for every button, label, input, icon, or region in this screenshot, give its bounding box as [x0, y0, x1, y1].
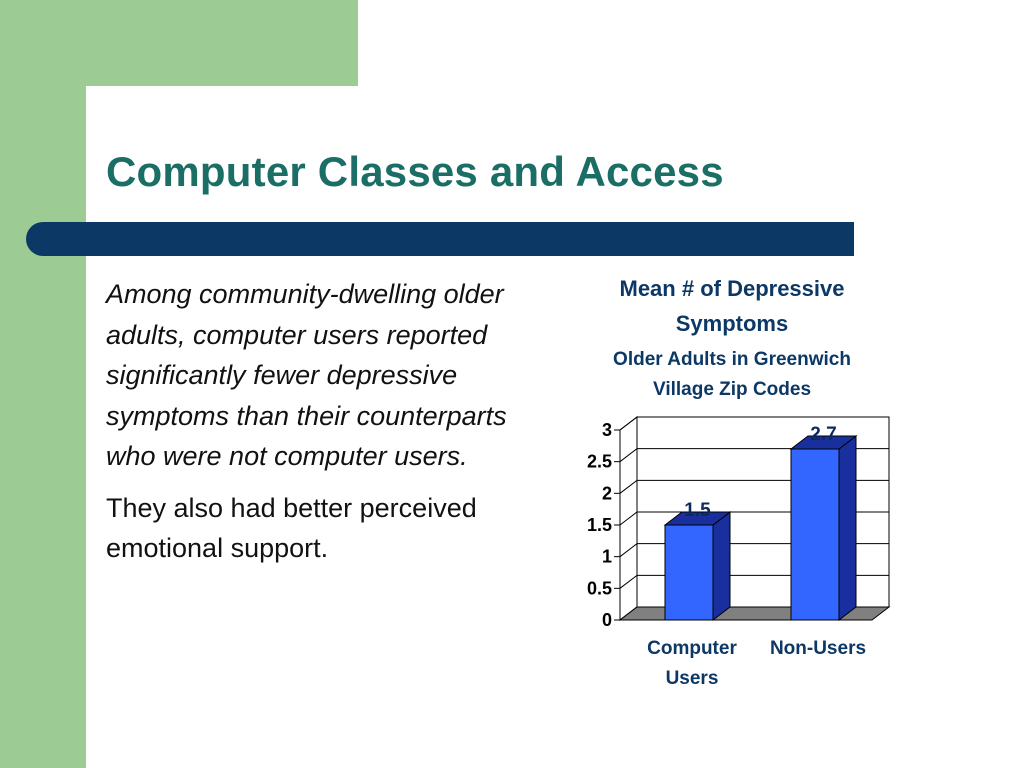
bar: [791, 449, 839, 620]
chart-title: Mean # of Depressive: [619, 276, 845, 301]
chart-subtitle: Older Adults in Greenwich: [613, 349, 851, 370]
depressive-symptoms-chart: [560, 265, 900, 705]
bar: [665, 525, 713, 620]
chart-title: Symptoms: [675, 311, 789, 336]
data-label: 1.5: [684, 500, 711, 521]
y-tick-label: 2.5: [586, 451, 612, 472]
y-tick-label: 0.5: [586, 578, 612, 599]
y-tick-label: 3: [601, 420, 612, 440]
bar-side: [713, 512, 730, 620]
chart-titles: [613, 276, 851, 400]
chart-subtitle: Village Zip Codes: [652, 379, 812, 400]
accent-band-left: [0, 0, 86, 768]
body-paragraph: They also had better perceived emotional support.: [106, 492, 477, 563]
y-tick-label: 1.5: [586, 515, 612, 535]
body-paragraph-italic: Among community-dwelling older adults, computer users reported significantly fewer depressive symptoms than their counterparts who were not computer users.: [106, 279, 507, 471]
y-tick-label: 2: [601, 483, 612, 504]
x-category-label: Users: [665, 668, 719, 689]
y-tick-label: 0: [601, 610, 612, 630]
title-divider-bar: [26, 222, 854, 256]
data-label: 2.7: [810, 424, 837, 445]
slide-title: Computer Classes and Access: [106, 148, 724, 195]
x-category-label: Non-Users: [769, 638, 867, 659]
body-text: [106, 274, 556, 569]
bar-side: [839, 436, 856, 620]
y-tick-label: 1: [601, 546, 612, 567]
x-category-label: Computer: [647, 638, 737, 659]
